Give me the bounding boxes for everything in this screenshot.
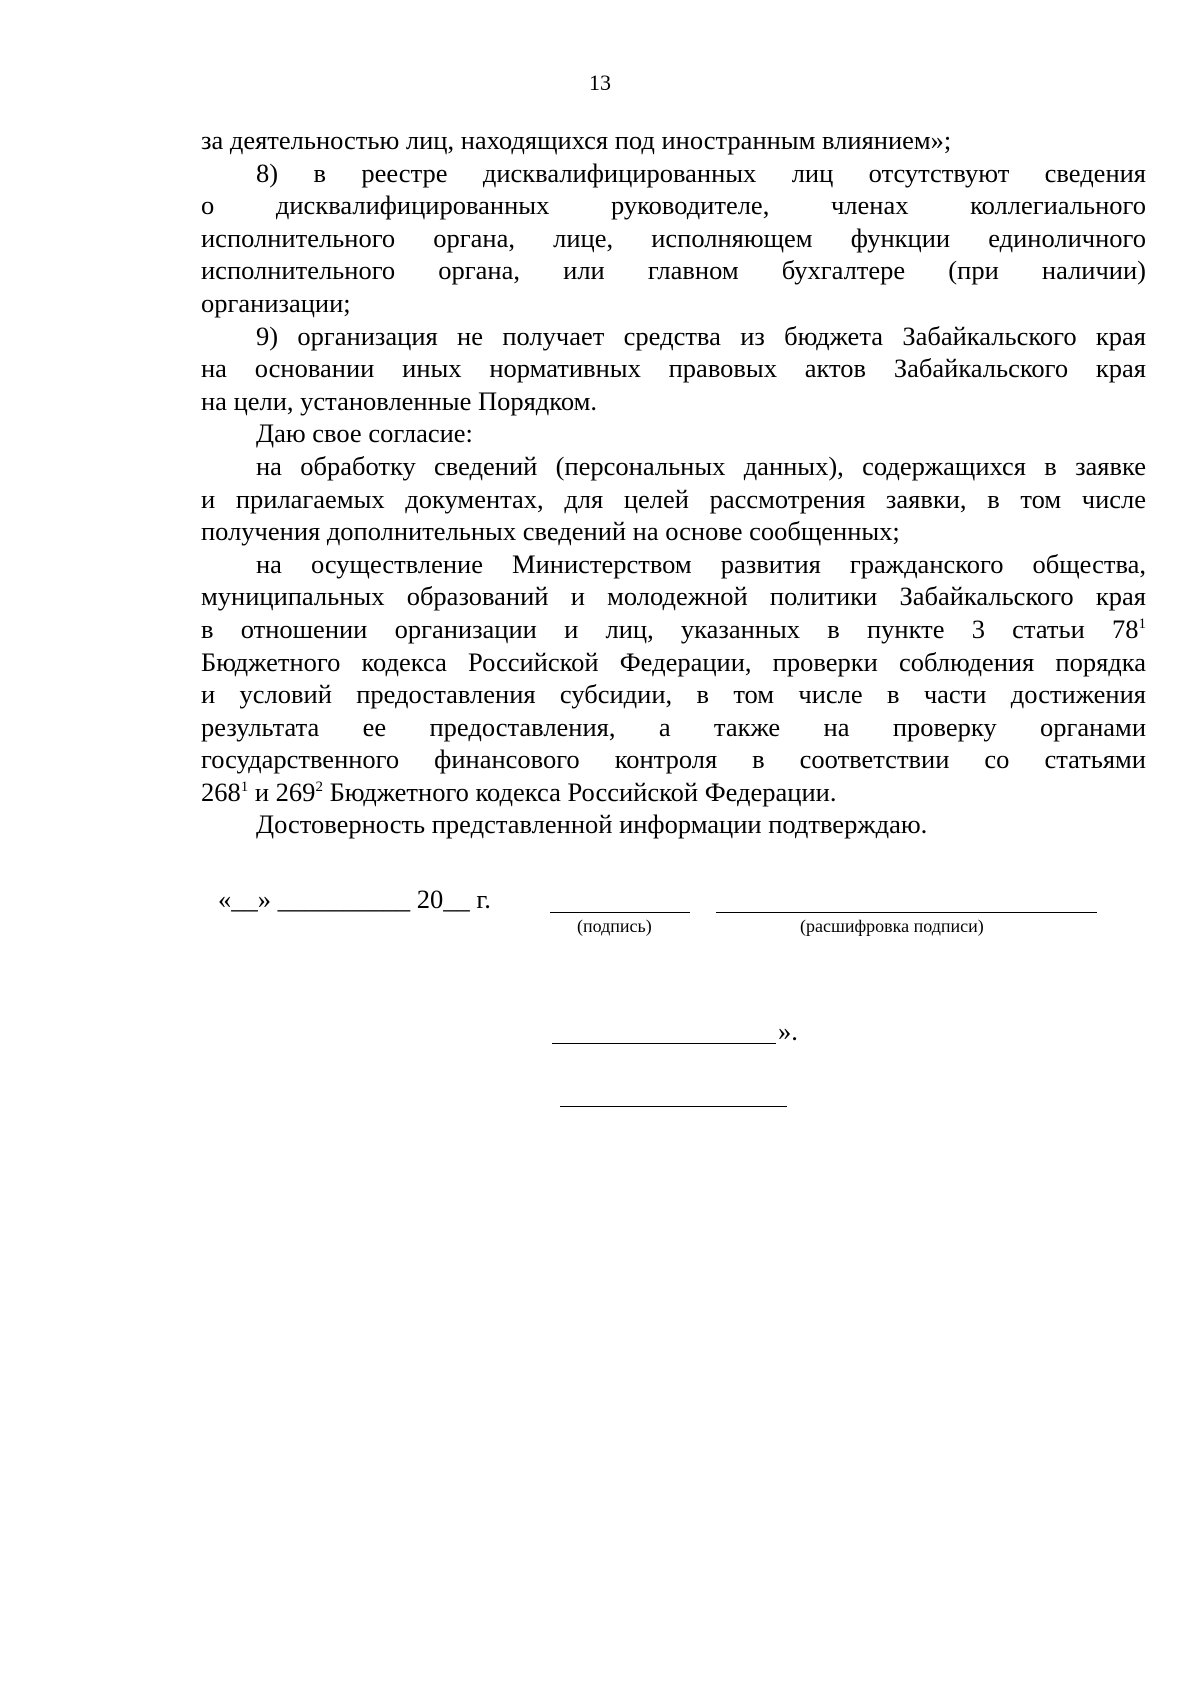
signature-line (550, 912, 690, 913)
text-line (201, 776, 1146, 809)
text-line: результата ее предоставления, а также на проверку органами (201, 711, 1146, 742)
superscript: 1 (240, 778, 249, 795)
text-segment: и 269 (248, 776, 316, 807)
text-line: Бюджетного кодекса Российской Федерации, проверки соблюдения порядка (201, 646, 1146, 677)
text-line: исполнительного органа, лице, исполняющем функции единоличного (201, 222, 1146, 253)
closing-line (552, 1043, 776, 1044)
text-line: на основании иных нормативных правовых актов Забайкальского края (201, 353, 1146, 384)
signature-decode-line (716, 912, 1097, 913)
text-line: на цели, установленные Порядком. (201, 385, 597, 416)
text-line: организации; (201, 287, 351, 318)
text-line: на обработку сведений (персональных данных), содержащихся в заявке (256, 450, 1146, 481)
text-line: за деятельностью лиц, находящихся под иностранным влиянием»; (201, 125, 952, 155)
page-number: 13 (589, 70, 611, 95)
text-line: Достоверность представленной информации подтверждаю. (256, 809, 928, 840)
text-line: и прилагаемых документах, для целей рассмотрения заявки, в том числе (201, 483, 1146, 514)
text-line: на осуществление Министерством развития гражданского общества, (256, 548, 1146, 579)
superscript: 2 (315, 778, 323, 795)
text-segment: 268 (201, 776, 241, 807)
text-line: и условий предоставления субсидии, в том числе в части достижения (201, 679, 1146, 710)
text-line: государственного финансового контроля в соответствии со статьями (201, 744, 1146, 775)
text-line: 9) организация не получает средства из бюджета Забайкальского края (256, 320, 1146, 351)
text-line (201, 613, 1146, 646)
signature-decode-caption: (расшифровка подписи) (800, 916, 984, 936)
end-line (560, 1106, 787, 1107)
text-line: муниципальных образований и молодежной политики Забайкальского края (201, 581, 1146, 612)
text-segment: в отношении организации и лиц, указанных в пункте 3 статьи 78 (201, 613, 1139, 644)
document-body (201, 124, 1146, 841)
text-segment: Бюджетного кодекса Российской Федерации. (322, 776, 837, 807)
text-line: о дисквалифицированных руководителе, членах коллегиального (201, 190, 1146, 221)
superscript: 1 (1138, 615, 1146, 632)
date-field: «__» __________ 20__ г. (218, 884, 491, 914)
signature-caption: (подпись) (577, 916, 652, 936)
text-line: получения дополнительных сведений на основе сообщенных; (201, 516, 900, 547)
text-line: 8) в реестре дисквалифицированных лиц отсутствуют сведения (256, 157, 1146, 188)
closing-quote: ». (778, 1016, 798, 1046)
text-line: исполнительного органа, или главном бухгалтере (при наличии) (201, 255, 1146, 286)
text-line: Даю свое согласие: (256, 418, 473, 449)
